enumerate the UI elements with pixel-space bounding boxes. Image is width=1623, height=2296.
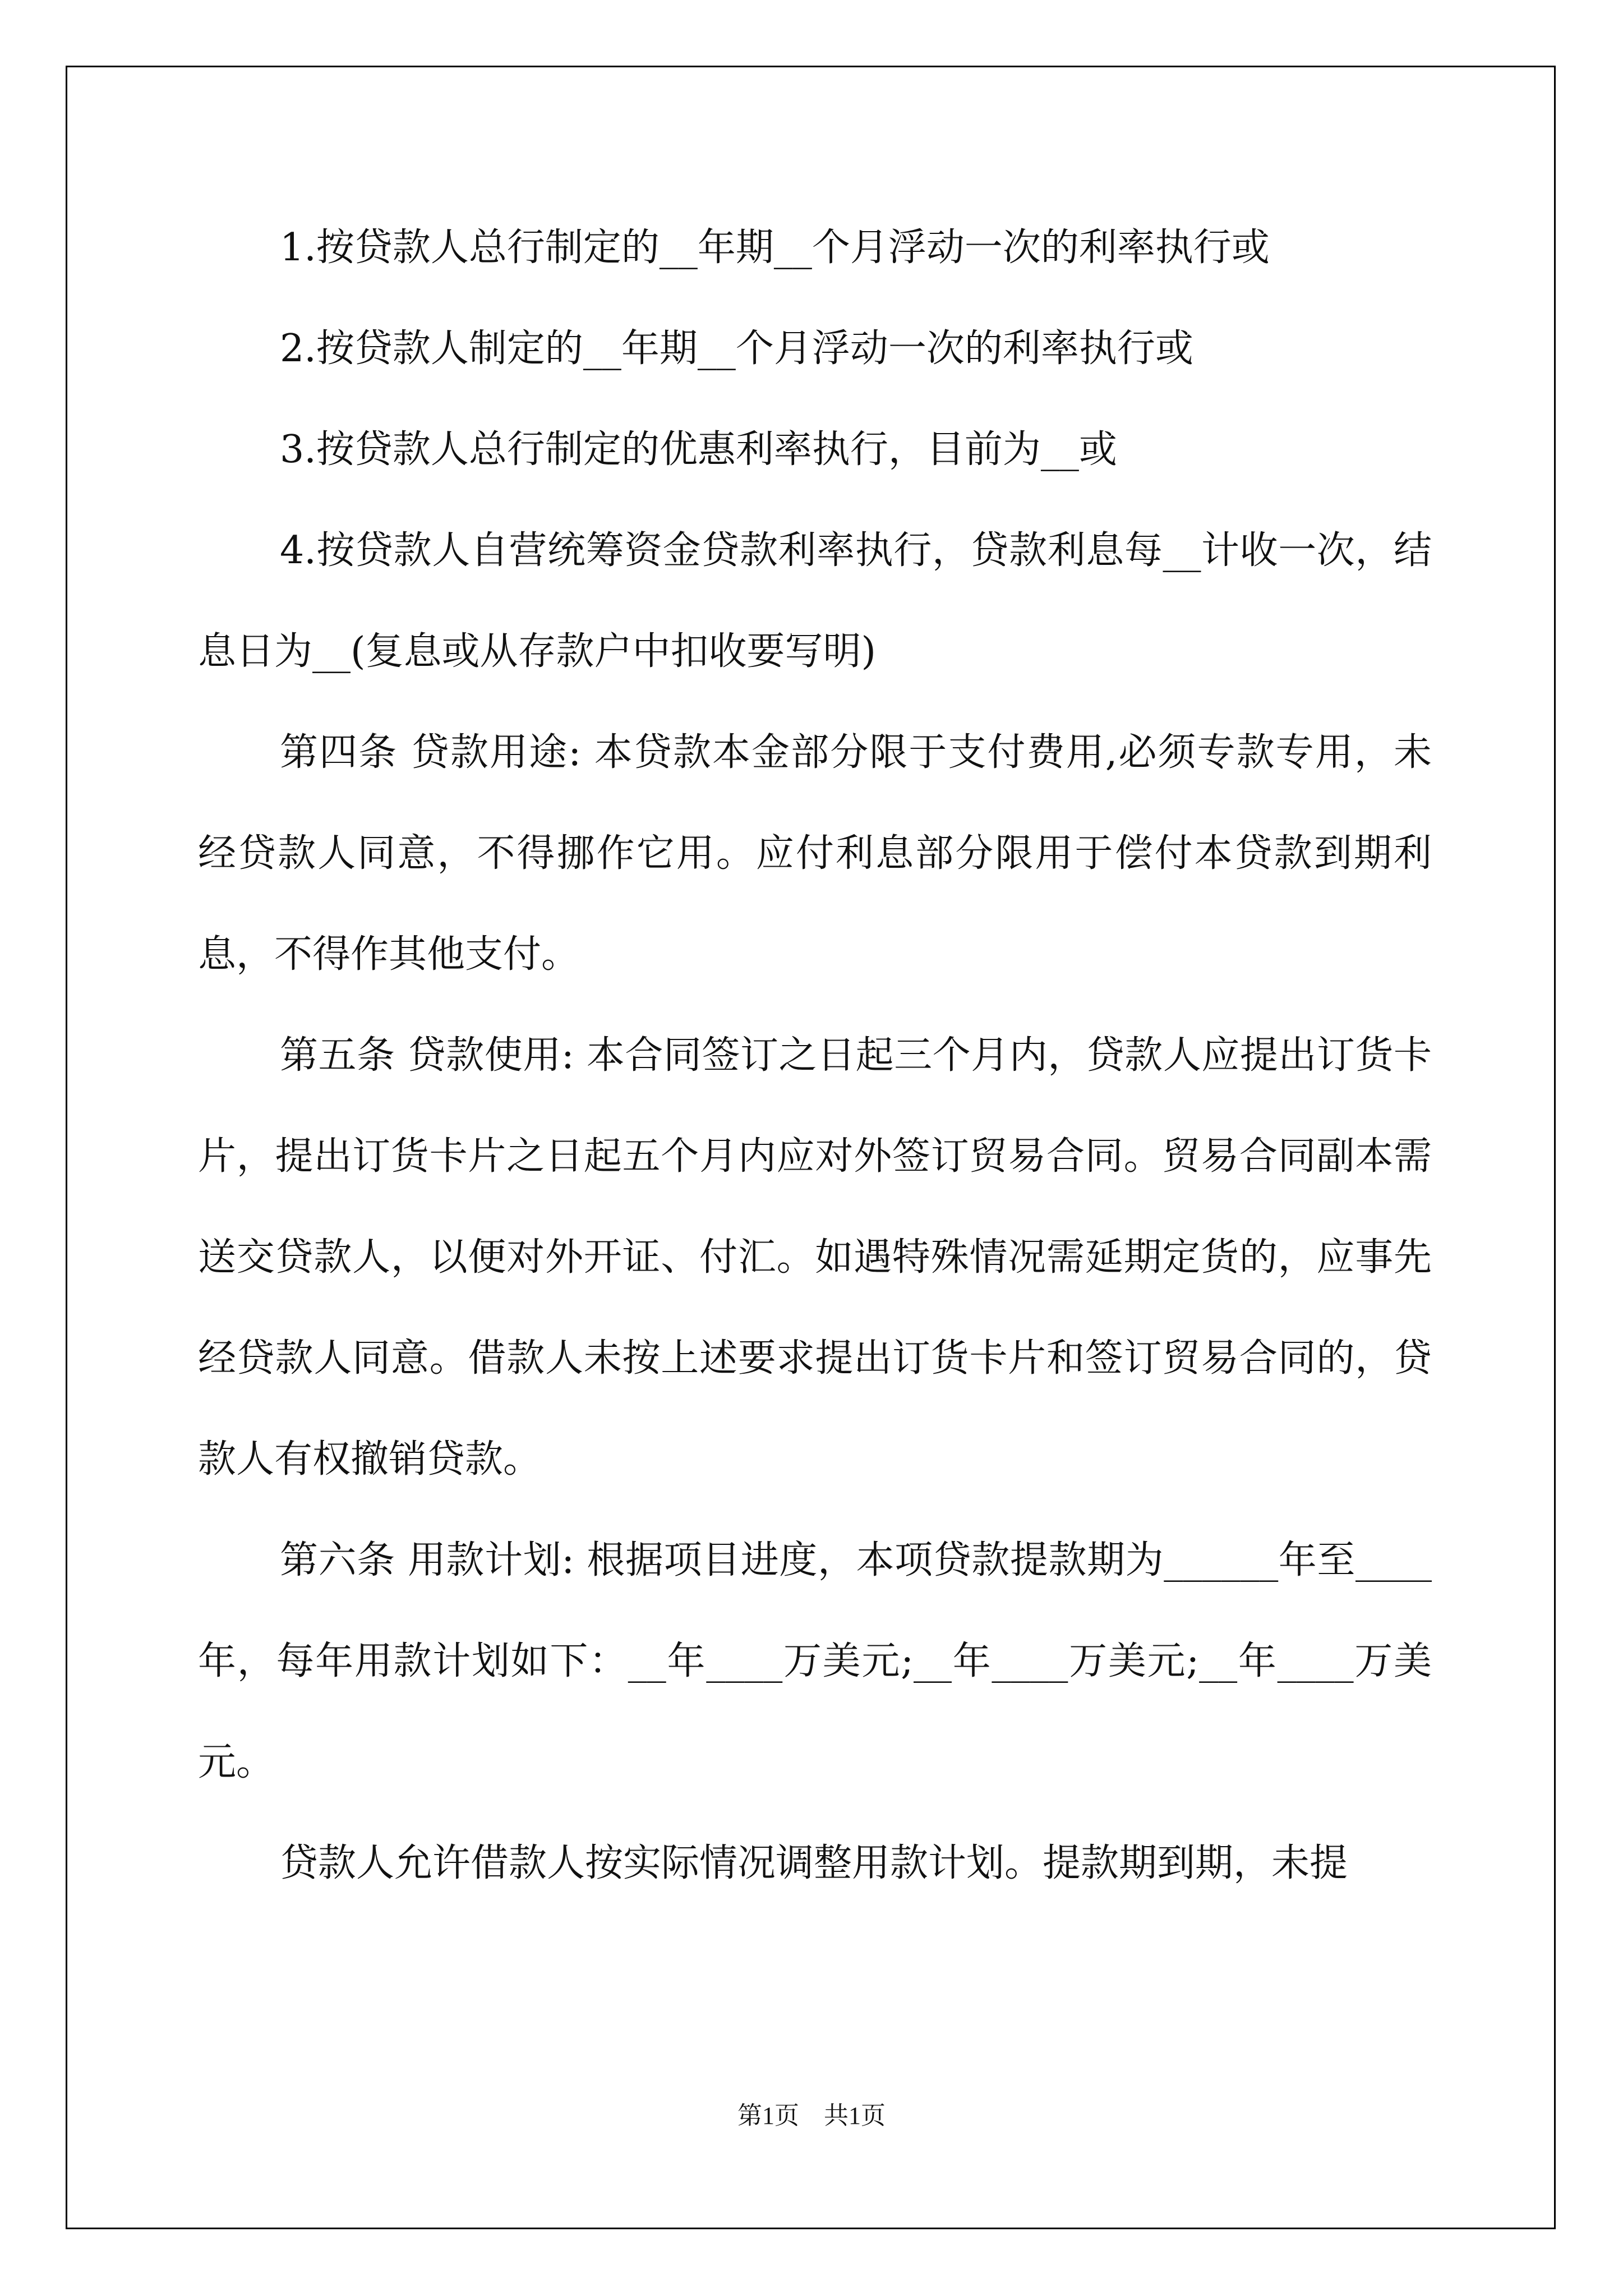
paragraph-rate-option-4: 4.按贷款人自营统筹资金贷款利率执行，贷款利息每__计收一次，结息日为__(复息或从存款户中扣收要写明)	[198, 528, 1432, 674]
paragraph-rate-option-2: 2.按贷款人制定的__年期__个月浮动一次的利率执行或	[280, 326, 1193, 371]
paragraph-article-4-loan-purpose: 第四条 贷款用途: 本贷款本金部分限于支付费用,必须专款专用，未经贷款人同意，不得挪作它用。应付利息部分限用于偿付本贷款到期利息，不得作其他支付。	[198, 730, 1432, 977]
paragraph-article-6-usage-plan: 第六条 用款计划: 根据项目进度，本项贷款提款期为______年至____年，每年用款计划如下：__年____万美元;__年____万美元;__年____万美元。	[198, 1538, 1432, 1784]
paragraph-rate-option-1: 1.按贷款人总行制定的__年期__个月浮动一次的利率执行或	[280, 226, 1270, 270]
page-number-footer: 第1页 共1页	[737, 2102, 886, 2129]
paragraph-plan-adjustment: 贷款人允许借款人按实际情况调整用款计划。提款期到期，未提	[280, 1841, 1348, 1885]
paragraph-article-5-loan-usage: 第五条 贷款使用: 本合同签订之日起三个月内，贷款人应提出订货卡片，提出订货卡片之日起五个月内应对外签订贸易合同。贸易合同副本需送交贷款人，以便对外开证、付汇。如遇特殊情况需延期定货的，应事先经贷款人同意。借款人未按上述要求提出订货卡片和签订贸易合同的，贷款人有权撤销贷款。	[198, 1033, 1432, 1481]
paragraph-rate-option-3: 3.按贷款人总行制定的优惠利率执行，目前为__或	[280, 427, 1117, 472]
document-body	[198, 197, 1432, 1914]
